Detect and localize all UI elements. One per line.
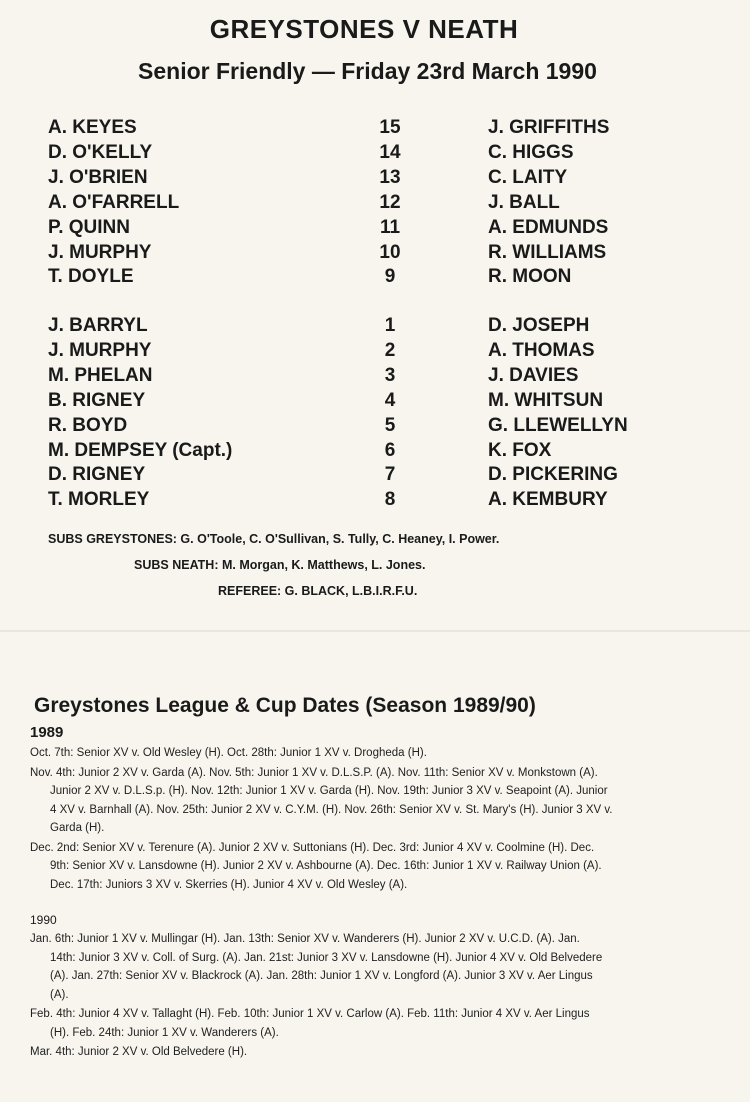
- position-number: 8: [384, 489, 396, 511]
- home-player: A. O'FARRELL: [48, 191, 180, 213]
- lineup-row: [0, 265, 750, 289]
- position-number: 13: [379, 166, 401, 188]
- home-player: M. PHELAN: [48, 364, 153, 386]
- away-player: G. LLEWELLYN: [488, 414, 628, 436]
- home-player: J. MURPHY: [48, 339, 152, 361]
- away-player: R. MOON: [488, 266, 572, 288]
- fixture-line: Jan. 6th: Junior 1 XV v. Mullingar (H). Jan. 13th: Senior XV v. Wanderers (H). Junior 2 XV v. U.C.D. (A). Jan.: [30, 933, 580, 945]
- lineup-row: [0, 463, 750, 487]
- position-number: 7: [384, 464, 396, 486]
- subs-greystones: SUBS GREYSTONES: G. O'Toole, C. O'Sullivan, S. Tully, C. Heaney, I. Power.: [48, 532, 500, 546]
- year-1990-heading: 1990: [30, 913, 57, 927]
- lineup-row: [0, 116, 750, 140]
- away-player: R. WILLIAMS: [488, 241, 607, 263]
- referee: REFEREE: G. BLACK, L.B.I.R.F.U.: [218, 584, 418, 598]
- lineup-row: [0, 241, 750, 265]
- lineup-row: [0, 141, 750, 165]
- lineup-row: [0, 216, 750, 240]
- position-number: 14: [379, 141, 401, 163]
- lineup-row: [0, 166, 750, 190]
- position-number: 15: [379, 117, 401, 138]
- fixture-line: (H). Feb. 24th: Junior 1 XV v. Wanderers (A).: [50, 1026, 279, 1039]
- fixture-paragraph: [30, 1043, 730, 1062]
- home-player: T. DOYLE: [48, 266, 134, 288]
- lineup-row: [0, 191, 750, 215]
- home-player: P. QUINN: [48, 216, 131, 238]
- home-player: R. BOYD: [48, 414, 128, 436]
- position-number: 10: [379, 241, 401, 263]
- lineup-row: [0, 389, 750, 413]
- fixture-line: Mar. 4th: Junior 2 XV v. Old Belvedere (H).: [30, 1046, 248, 1058]
- home-player: A. KEYES: [48, 117, 137, 138]
- home-player: D. RIGNEY: [48, 464, 146, 486]
- match-subtitle: Senior Friendly — Friday 23rd March 1990: [138, 58, 597, 84]
- position-number: 6: [384, 439, 396, 461]
- away-player: M. WHITSUN: [488, 389, 604, 411]
- fixture-line: Dec. 17th: Juniors 3 XV v. Skerries (H). Junior 4 XV v. Old Wesley (A).: [50, 878, 408, 891]
- position-number: 3: [384, 364, 396, 386]
- lineup-row: [0, 414, 750, 438]
- home-player: B. RIGNEY: [48, 389, 146, 411]
- lineup-row: [0, 339, 750, 363]
- home-player: M. DEMPSEY (Capt.): [48, 439, 233, 461]
- home-player: D. O'KELLY: [48, 141, 153, 163]
- away-player: C. HIGGS: [488, 141, 574, 163]
- position-number: 11: [379, 216, 401, 238]
- position-number: 2: [384, 339, 396, 361]
- fixtures-title: Greystones League & Cup Dates (Season 1989/90): [34, 694, 536, 717]
- position-number: 12: [379, 191, 401, 213]
- fixture-paragraph: [30, 1005, 730, 1042]
- home-player: J. BARRYL: [48, 315, 148, 336]
- away-player: A. KEMBURY: [488, 489, 608, 511]
- subs-neath: SUBS NEATH: M. Morgan, K. Matthews, L. Jones.: [134, 558, 426, 572]
- position-number: 9: [384, 266, 396, 288]
- fixture-paragraph: [30, 839, 730, 895]
- fixture-line: Garda (H).: [50, 822, 105, 834]
- fixture-line: Feb. 4th: Junior 4 XV v. Tallaght (H). Feb. 10th: Junior 1 XV v. Carlow (A). Feb. 11th: Junior 4 XV v. Aer Lingus: [30, 1008, 590, 1020]
- away-player: D. JOSEPH: [488, 315, 590, 336]
- lineup-row: [0, 439, 750, 463]
- away-player: C. LAITY: [488, 166, 568, 188]
- away-player: J. GRIFFITHS: [488, 117, 610, 138]
- fixture-paragraph: [30, 744, 730, 763]
- away-player: D. PICKERING: [488, 464, 618, 486]
- away-player: K. FOX: [488, 439, 552, 461]
- position-number: 1: [384, 315, 396, 336]
- lineup-row: [0, 314, 750, 338]
- away-player: A. THOMAS: [488, 339, 595, 361]
- lineup-row: [0, 364, 750, 388]
- away-player: J. DAVIES: [488, 364, 579, 386]
- fixture-line: Dec. 2nd: Senior XV v. Terenure (A). Junior 2 XV v. Suttonians (H). Dec. 3rd: Junior 4 XV v. Coolmine (H). Dec.: [30, 841, 595, 854]
- position-number: 4: [384, 389, 396, 411]
- fixture-line: (A). Jan. 27th: Senior XV v. Blackrock (A). Jan. 28th: Junior 1 XV v. Longford (A). Junior 3 XV v. Aer Lingus: [50, 970, 593, 982]
- lineup-row: [0, 488, 750, 512]
- fixture-line: 9th: Senior XV v. Lansdowne (H). Junior 2 XV v. Ashbourne (A). Dec. 16th: Junior 1 XV v. Railway Union (A).: [50, 860, 602, 872]
- fixture-paragraph: [30, 930, 730, 1004]
- fixture-line: (A).: [50, 988, 69, 1001]
- fixture-line: 14th: Junior 3 XV v. Coll. of Surg. (A). Jan. 21st: Junior 3 XV v. Lansdowne (H). Junior 4 XV v. Old Belvedere: [50, 951, 603, 964]
- fixture-line: 4 XV v. Barnhall (A). Nov. 25th: Junior 2 XV v. C.Y.M. (H). Nov. 26th: Senior XV v. St. Mary's (H). Junior 3 XV v.: [50, 803, 613, 816]
- home-player: J. MURPHY: [48, 241, 152, 263]
- away-player: A. EDMUNDS: [488, 216, 609, 238]
- fixture-line: Oct. 7th: Senior XV v. Old Wesley (H). Oct. 28th: Junior 1 XV v. Drogheda (H).: [30, 747, 427, 759]
- section-divider: [0, 630, 750, 632]
- page-title: GREYSTONES V NEATH: [209, 14, 519, 44]
- away-player: J. BALL: [488, 191, 560, 213]
- home-player: T. MORLEY: [48, 489, 150, 511]
- fixture-line: Junior 2 XV v. D.L.S.p. (H). Nov. 12th: Junior 1 XV v. Garda (H). Nov. 19th: Junior 3 XV v. Seapoint (A). Junior: [50, 785, 608, 797]
- fixture-line: Nov. 4th: Junior 2 XV v. Garda (A). Nov. 5th: Junior 1 XV v. D.L.S.P. (A). Nov. 11th: Senior XV v. Monkstown (A).: [30, 766, 598, 779]
- year-1989-heading: 1989: [30, 724, 64, 741]
- home-player: J. O'BRIEN: [48, 166, 148, 188]
- position-number: 5: [384, 414, 396, 436]
- fixture-paragraph: [30, 764, 730, 838]
